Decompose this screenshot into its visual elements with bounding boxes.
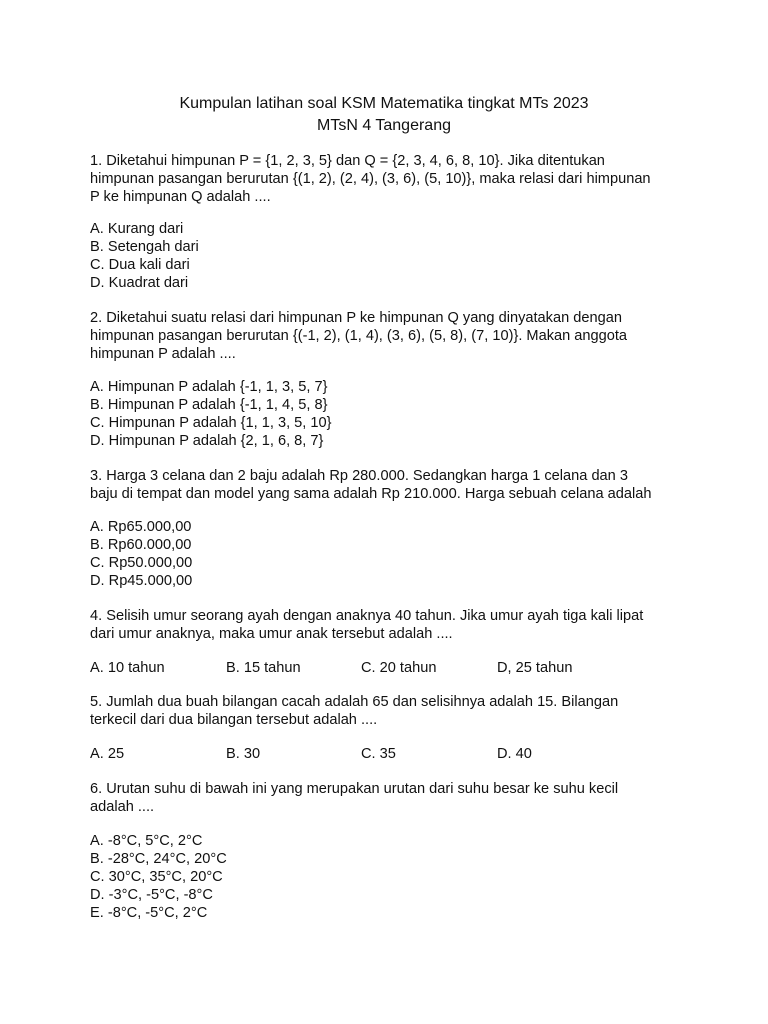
question-2-text-line-2: himpunan pasangan berurutan {(-1, 2), (1, 4), (3, 6), (5, 8), (7, 10)}. Makan anggota — [90, 328, 628, 344]
question-2-option-c: C. Himpunan P adalah {1, 1, 3, 5, 10} — [90, 415, 332, 431]
document-subtitle: MTsN 4 Tangerang — [317, 117, 451, 134]
question-1-text-line-3: P ke himpunan Q adalah .... — [90, 189, 271, 205]
question-3-text-line-1: 3. Harga 3 celana dan 2 baju adalah Rp 280.000. Sedangkan harga 1 celana dan 3 — [90, 468, 628, 484]
question-6-text-line-2: adalah .... — [90, 799, 155, 815]
question-6-option-c: C. 30°C, 35°C, 20°C — [90, 869, 223, 885]
question-6-option-e: E. -8°C, -5°C, 2°C — [90, 905, 208, 921]
question-6-option-b: B. -28°C, 24°C, 20°C — [90, 851, 227, 867]
question-4-text-line-2: dari umur anaknya, maka umur anak tersebut adalah .... — [90, 626, 453, 642]
question-4-option-d: D, 25 tahun — [497, 660, 573, 676]
question-5-option-c: C. 35 — [361, 746, 396, 762]
question-2-text-line-3: himpunan P adalah .... — [90, 346, 236, 362]
question-3-option-d: D. Rp45.000,00 — [90, 573, 193, 589]
question-1-text-line-1: 1. Diketahui himpunan P = {1, 2, 3, 5} dan Q = {2, 3, 4, 6, 8, 10}. Jika ditentukan — [90, 153, 605, 169]
question-1-option-a: A. Kurang dari — [90, 221, 184, 237]
question-5-text-line-1: 5. Jumlah dua buah bilangan cacah adalah 65 dan selisihnya adalah 15. Bilangan — [90, 694, 619, 710]
question-4-option-c: C. 20 tahun — [361, 660, 437, 676]
question-2-option-b: B. Himpunan P adalah {-1, 1, 4, 5, 8} — [90, 397, 328, 413]
question-5-option-b: B. 30 — [226, 746, 261, 762]
question-6-option-a: A. -8°C, 5°C, 2°C — [90, 833, 203, 849]
question-3-text-line-2: baju di tempat dan model yang sama adalah Rp 210.000. Harga sebuah celana adalah — [90, 486, 652, 502]
question-4-option-a: A. 10 tahun — [90, 660, 165, 676]
question-3-option-b: B. Rp60.000,00 — [90, 537, 192, 553]
question-1-option-d: D. Kuadrat dari — [90, 275, 189, 291]
question-4-option-b: B. 15 tahun — [226, 660, 301, 676]
question-6-option-d: D. -3°C, -5°C, -8°C — [90, 887, 213, 903]
question-2-text-line-1: 2. Diketahui suatu relasi dari himpunan P ke himpunan Q yang dinyatakan dengan — [90, 310, 622, 326]
question-2-option-d: D. Himpunan P adalah {2, 1, 6, 8, 7} — [90, 433, 324, 449]
question-3-option-a: A. Rp65.000,00 — [90, 519, 192, 535]
question-5-option-a: A. 25 — [90, 746, 125, 762]
question-1-option-b: B. Setengah dari — [90, 239, 199, 255]
document-title: Kumpulan latihan soal KSM Matematika tingkat MTs 2023 — [179, 95, 589, 112]
question-6-text-line-1: 6. Urutan suhu di bawah ini yang merupakan urutan dari suhu besar ke suhu kecil — [90, 781, 619, 797]
question-1-text-line-2: himpunan pasangan berurutan {(1, 2), (2, 4), (3, 6), (5, 10)}, maka relasi dari himpunan — [90, 171, 651, 187]
question-4-text-line-1: 4. Selisih umur seorang ayah dengan anaknya 40 tahun. Jika umur ayah tiga kali lipat — [90, 608, 644, 624]
question-5-text-line-2: terkecil dari dua bilangan tersebut adalah .... — [90, 712, 378, 728]
question-3-option-c: C. Rp50.000,00 — [90, 555, 193, 571]
question-5-option-d: D. 40 — [497, 746, 532, 762]
question-1-option-c: C. Dua kali dari — [90, 257, 190, 273]
question-2-option-a: A. Himpunan P adalah {-1, 1, 3, 5, 7} — [90, 379, 328, 395]
